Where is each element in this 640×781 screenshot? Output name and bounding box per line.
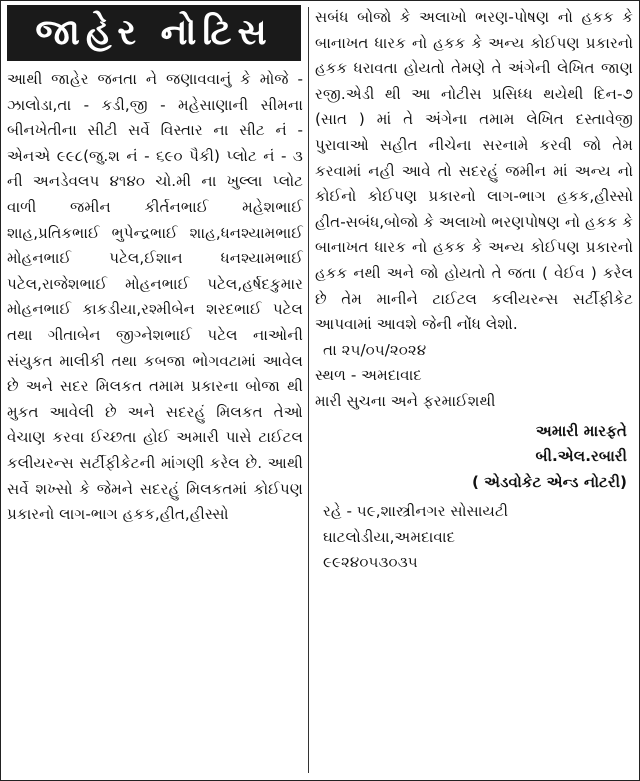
notice-date: તા ૨૫/૦૫/૨૦૨૪ bbox=[323, 340, 427, 359]
notice-body-right: સબંધ બોજો કે અલાખો ભરણ-પોષણ નો હકક કે બાનાખત ધારક નો હકક કે અન્ય કોઈપણ પ્રકારનો હકક ધરાવતા હોયતો તેમણે તે અંગેની લેખિત જાણ રજી.એડી થી આ નોટીસ પ્રસિધ્ધ થયેથી દિન-૭ (સાત ) માં તે અંગેના તમામ લેખિત દસ્તાવેજી પુરાવાઓ સહીત નીચેના સરનામે કરવી જો તેમ કરવામાં નહી આવે તો સદરહું જમીન માં અન્ય નો કોઈનો કોઈપણ પ્રકારનો લાગ-ભાગ હકક,હીસ્સો હીત-સબંધ,બોજો કે અલાખો ભરણપોષણ નો હકક કે બાનાખત ધારક નો હકક કે અન્ય કોઈપણ પ્રકારનો હકક નથી અને જો હોયતો તે જતા ( વેઈવ ) કરેલ છે તેમ માનીને ટાઈટલ કલીયરન્સ સર્ટીફીકેટ આપવામાં આવશે જેની નોંધ લેશો. bbox=[315, 8, 633, 334]
advocate-name: બી.એલ.રબારી bbox=[535, 447, 627, 466]
address-block bbox=[315, 499, 633, 576]
notice-place: સ્થળ - અમદાવાદ bbox=[315, 366, 422, 385]
instruction-line: મારી સુચના અને ફરમાઈશથી bbox=[315, 391, 496, 410]
right-column bbox=[315, 5, 633, 775]
notice-body-left: આથી જાહેર જનતા ને જણાવવાનું કે મોજે - ઝાલોડા,તા - કડી,જી - મહેસાણાની સીમના બીનખેતીના સીટી સર્વે વિસ્તાર ના સીટ નં - એનએ ૯૯૮(જુ.શ નં - ૬૯૦ પૈકી) પ્લોટ નં - ૩ ની અનડેવલપ ૪૧૪૦ ચો.મી ના ખુલ્લા પ્લોટ વાળી જમીન કીર્તનભાઈ મહેશભાઈ શાહ,પ્રતિકભાઈ ભુપેન્દ્રભાઈ શાહ,ધનશ્યામભાઈ મોહનભાઈ પટેલ,ઈશાન ધનશ્યામભાઈ પટેલ,રાજેશભાઈ મોહનભાઈ પટેલ,હર્ષદકુમાર મોહનભાઈ કાકડીયા,રશ્મીબેન શરદભાઈ પટેલ તથા ગીતાબેન જીગ્નેશભાઈ પટેલ નાઓની સંયુકત માલીકી તથા કબજા ભોગવટામાં આવેલ છે અને સદર મિલકત તમામ પ્રકારના બોજા થી મુકત આવેલી છે અને સદરહું મિલકત તેઓ વેચાણ કરવા ઈચ્છતા હોઈ અમારી પાસે ટાઈટલ કલીયરન્સ સર્ટીફીકેટની માંગણી કરેલ છે. આથી સર્વે શખ્સો કે જેમને સદરહું મિલકતમાં કોઈપણ પ્રકારનો લાગ-ભાગ હકક,હીત,હીસ્સો bbox=[7, 70, 303, 524]
phone-number: ૯૯૨૪૦૫૩૦૩૫ bbox=[323, 553, 418, 572]
sign-via: અમારી મારફતે bbox=[535, 421, 627, 440]
column-divider bbox=[308, 7, 309, 773]
address-line-1: રહે - ૫૯,શાસ્ત્રીનગર સોસાયટી bbox=[323, 502, 509, 521]
notice-title: જાહેર નોટિસ bbox=[7, 5, 301, 61]
signature-block bbox=[315, 419, 633, 496]
advocate-title: ( એડવોકેટ એન્ડ નોટરી) bbox=[471, 472, 627, 491]
left-column bbox=[7, 5, 303, 775]
address-line-2: ઘાટલોડીયા,અમદાવાદ bbox=[323, 527, 456, 546]
